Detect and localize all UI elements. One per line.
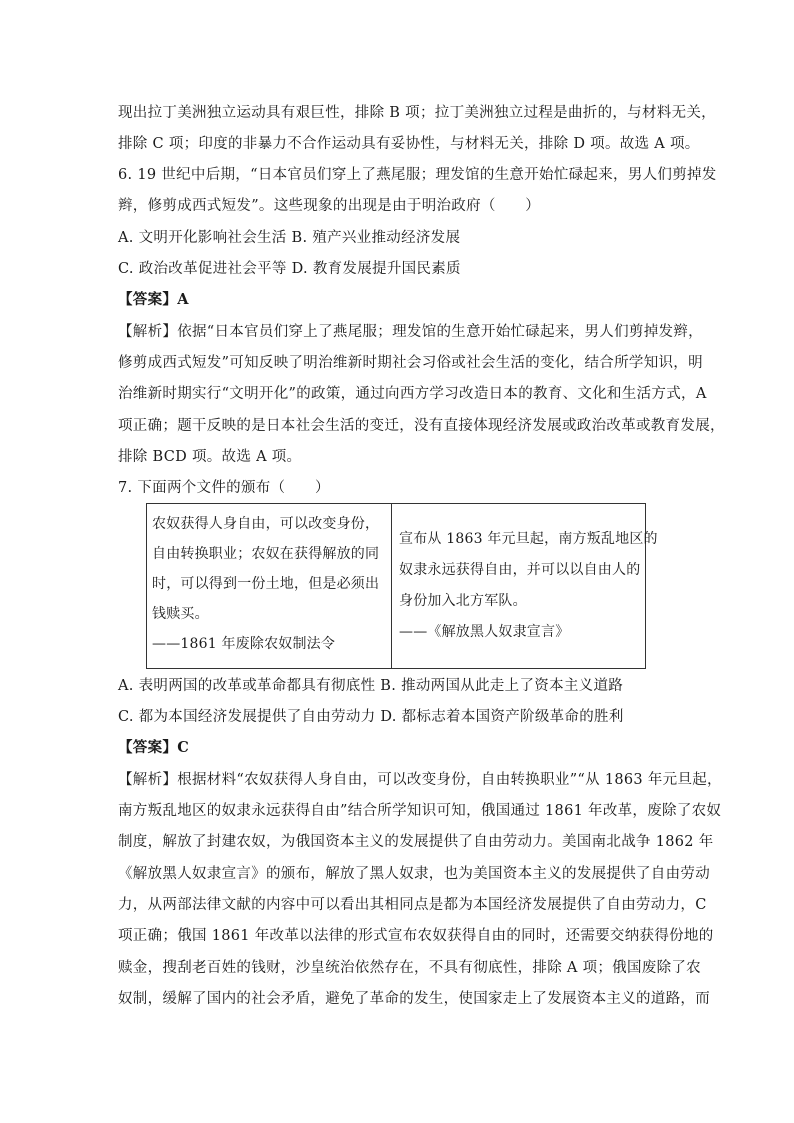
left-cell-line: 钱赎买。 (152, 606, 209, 622)
text-line: 制度，解放了封建农奴，为俄国资本主义的发展提供了自由劳动力。美国南北战争 1862 年 (118, 834, 714, 850)
text-line: 奴制，缓解了国内的社会矛盾，避免了革命的发生，使国家走上了发展资本主义的道路，而 (118, 991, 710, 1007)
options-line: C. 政治改革促进社会平等 D. 教育发展提升国民素质 (118, 261, 461, 277)
question-7-stem: 7. 下面两个文件的颁布（ ） (118, 480, 330, 496)
analysis-line: 【解析】依据“日本官员们穿上了燕尾服；理发馆的生意开始忙碌起来，男人们剪掉发辫， (118, 324, 703, 340)
left-cell-line: 农奴获得人身自由，可以改变身份， (152, 516, 380, 532)
left-cell-line: 时，可以得到一份土地，但是必须出 (152, 576, 380, 592)
text-line: 项正确；题干反映的是日本社会生活的变迁，没有直接体现经济发展或政治改革或教育发展， (118, 418, 725, 434)
right-cell-line: 身份加入北方军队。 (399, 593, 527, 609)
text-line: 南方叛乱地区的奴隶永远获得自由”结合所学知识可知，俄国通过 1861 年改革，废除了农奴 (118, 803, 722, 819)
right-cell-source: ——《解放黑人奴隶宣言》 (399, 624, 570, 640)
right-cell-line: 宣布从 1863 年元旦起，南方叛乱地区的 (399, 531, 658, 547)
text-line: 辫，修剪成西式短发”。这些现象的出现是由于明治政府（ ） (118, 198, 541, 214)
text-line: 《解放黑人奴隶宣言》的颁布，解放了黑人奴隶，也为美国资本主义的发展提供了自由劳动 (118, 866, 710, 882)
answer-label: 【答案】A (118, 291, 189, 308)
answer-label: 【答案】C (118, 739, 190, 756)
table-divider (391, 504, 392, 668)
question-6-stem: 6. 19 世纪中后期，“日本官员们穿上了燕尾服；理发馆的生意开始忙碌起来，男人们剪掉发 (118, 167, 717, 183)
text-line: 项正确；俄国 1861 年改革以法律的形式宣布农奴获得自由的同时，还需要交纳获得份地的 (118, 928, 714, 944)
text-line: 赎金，搜刮老百姓的钱财，沙皇统治依然存在，不具有彻底性，排除 A 项；俄国废除了农 (118, 960, 701, 976)
text-line: 现出拉丁美洲独立运动具有艰巨性，排除 B 项；拉丁美洲独立过程是曲折的，与材料无关， (118, 105, 716, 121)
text-line: 排除 BCD 项。故选 A 项。 (118, 449, 302, 465)
text-line: 治维新时期实行“文明开化”的政策，通过向西方学习改造日本的教育、文化和生活方式，A (118, 386, 707, 402)
text-line: 力，从两部法律文献的内容中可以看出其相同点是都为本国经济发展提供了自由劳动力，C (118, 897, 707, 913)
analysis-line: 【解析】根据材料“农奴获得人身自由，可以改变身份，自由转换职业”“从 1863 年元旦起， (118, 772, 722, 788)
options-line: A. 文明开化影响社会生活 B. 殖产兴业推动经济发展 (118, 230, 461, 246)
right-cell-line: 奴隶永远获得自由，并可以以自由人的 (399, 562, 641, 578)
left-cell-source: ——1861 年废除农奴制法令 (152, 636, 336, 652)
text-line: 排除 C 项；印度的非暴力不合作运动具有妥协性，与材料无关，排除 D 项。故选 A 项。 (118, 136, 700, 152)
source-table (146, 503, 658, 669)
options-line: C. 都为本国经济发展提供了自由劳动力 D. 都标志着本国资产阶级革命的胜利 (118, 709, 624, 725)
left-cell-line: 自由转换职业；农奴在获得解放的同 (152, 546, 380, 562)
options-line: A. 表明两国的改革或革命都具有彻底性 B. 推动两国从此走上了资本主义道路 (118, 678, 624, 694)
text-line: 修剪成西式短发”可知反映了明治维新时期社会习俗或社会生活的变化，结合所学知识，明 (118, 355, 703, 371)
